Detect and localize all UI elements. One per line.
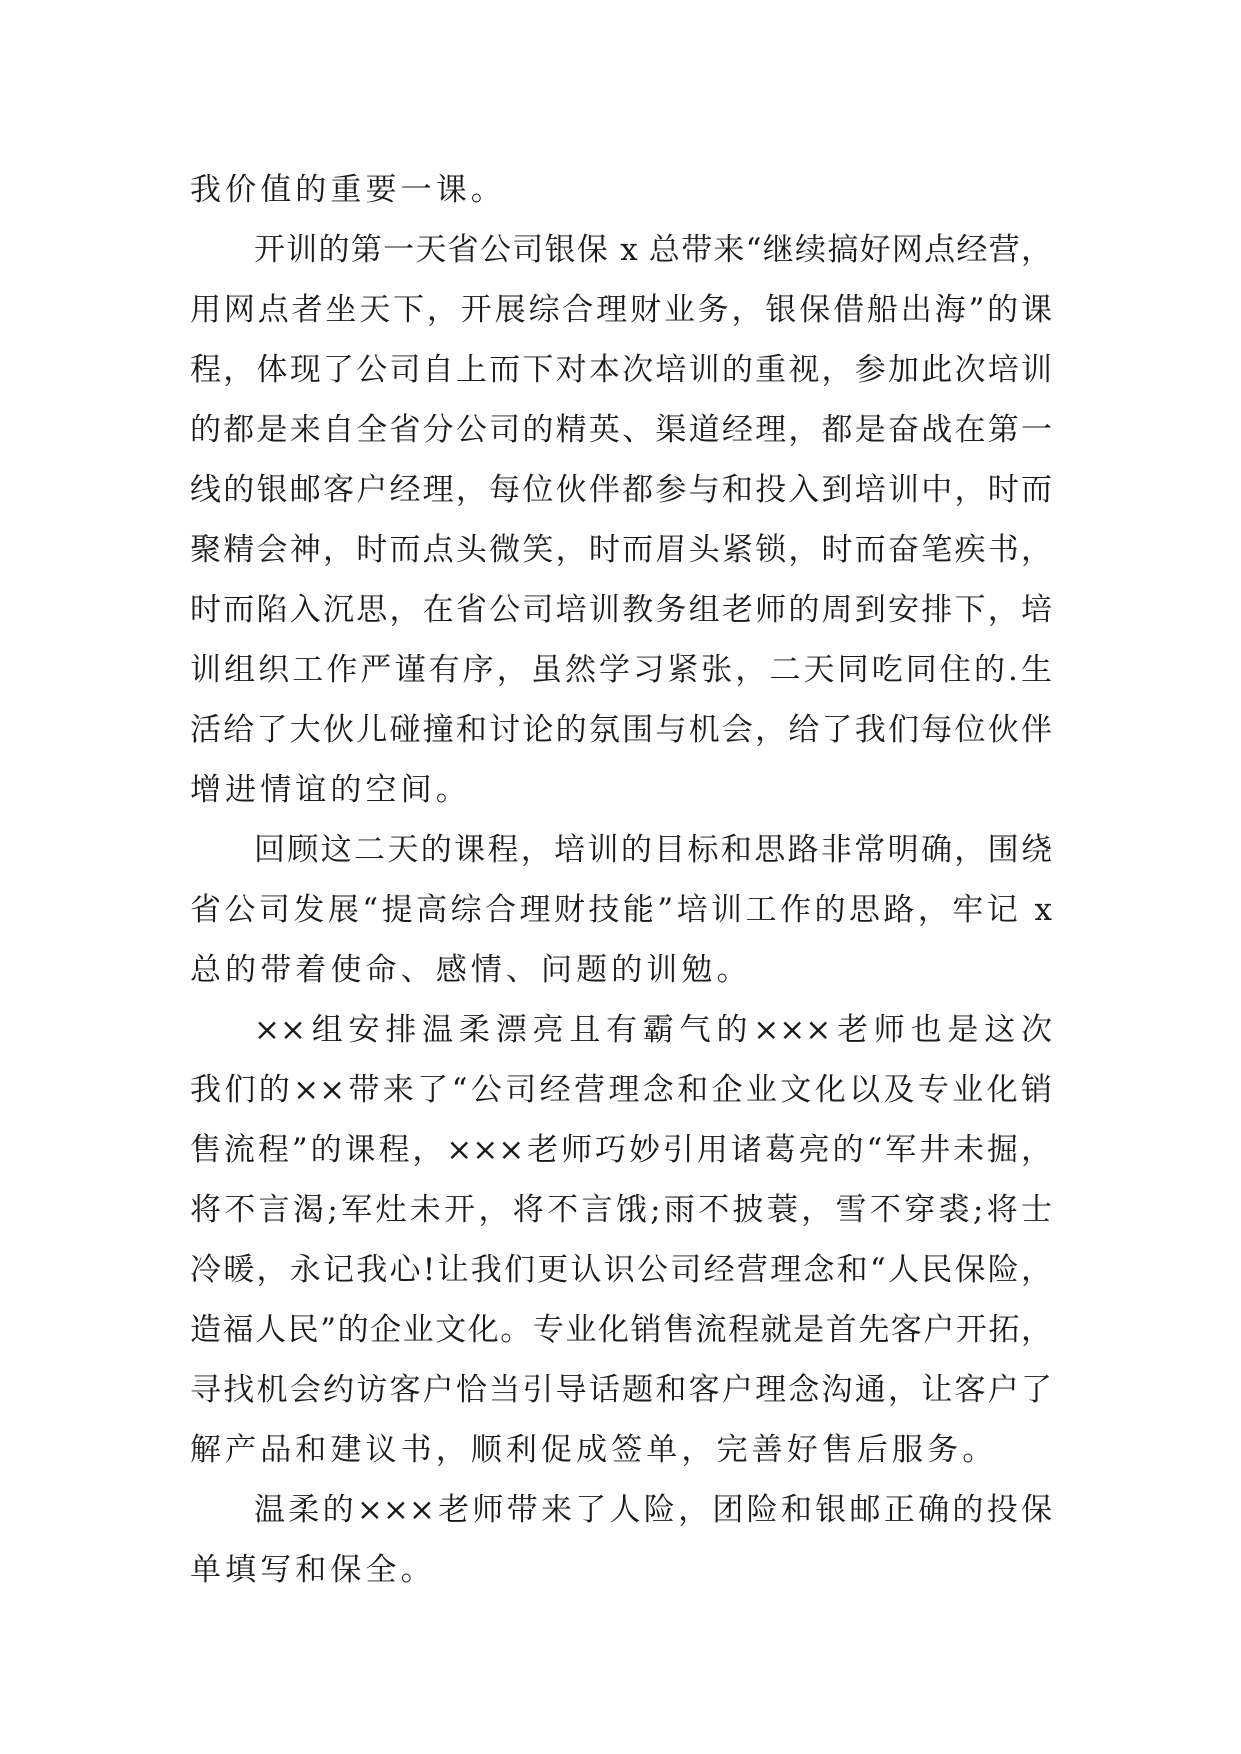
text-line: 时而陷入沉思，在省公司培训教务组老师的周到安排下，培 [190, 592, 1052, 628]
text-line: 用网点者坐天下，开展综合理财业务，银保借船出海”的课 [190, 292, 1052, 328]
text-line: 总的带着使命、感情、问题的训勉。 [190, 952, 752, 988]
paragraph-start-line: 回顾这二天的课程，培训的目标和思路非常明确，围绕 [254, 832, 1052, 868]
text-line: 寻找机会约访客户恰当引导话题和客户理念沟通，让客户了 [190, 1372, 1052, 1408]
text-line: 线的银邮客户经理，每位伙伴都参与和投入到培训中，时而 [190, 472, 1052, 508]
text-line: 训组织工作严谨有序，虽然学习紧张，二天同吃同住的.生 [190, 652, 1052, 688]
text-line: 活给了大伙儿碰撞和讨论的氛围与机会，给了我们每位伙伴 [190, 712, 1052, 748]
text-line: 的都是来自全省分公司的精英、渠道经理，都是奋战在第一 [190, 412, 1052, 448]
text-line: 售流程”的课程，×××老师巧妙引用诸葛亮的“军井未掘， [190, 1132, 1052, 1168]
text-line: 聚精会神，时而点头微笑，时而眉头紧锁，时而奋笔疾书， [190, 532, 1052, 568]
text-line: 将不言渴;军灶未开，将不言饿;雨不披蓑，雪不穿裘;将士 [190, 1192, 1052, 1228]
text-line: 单填写和保全。 [190, 1552, 436, 1588]
text-line: 冷暖，永记我心!让我们更认识公司经营理念和“人民保险， [190, 1252, 1052, 1288]
paragraph-start-line: 温柔的×××老师带来了人险，团险和银邮正确的投保 [254, 1492, 1052, 1528]
text-line: 我价值的重要一课。 [190, 172, 506, 208]
text-line: 造福人民”的企业文化。专业化销售流程就是首先客户开拓， [190, 1312, 1052, 1348]
text-line: 程，体现了公司自上而下对本次培训的重视，参加此次培训 [190, 352, 1052, 388]
text-line: 省公司发展“提高综合理财技能”培训工作的思路，牢记 x [190, 892, 1052, 928]
text-line: 增进情谊的空间。 [190, 772, 471, 808]
text-line: 我们的××带来了“公司经营理念和企业文化以及专业化销 [190, 1072, 1052, 1108]
paragraph-start-line: 开训的第一天省公司银保 x 总带来“继续搞好网点经营， [254, 232, 1052, 268]
text-line: 解产品和建议书，顺利促成签单，完善好售后服务。 [190, 1432, 998, 1468]
body-text [190, 160, 1052, 1600]
paragraph-start-line: ××组安排温柔漂亮且有霸气的×××老师也是这次 [254, 1012, 1052, 1048]
